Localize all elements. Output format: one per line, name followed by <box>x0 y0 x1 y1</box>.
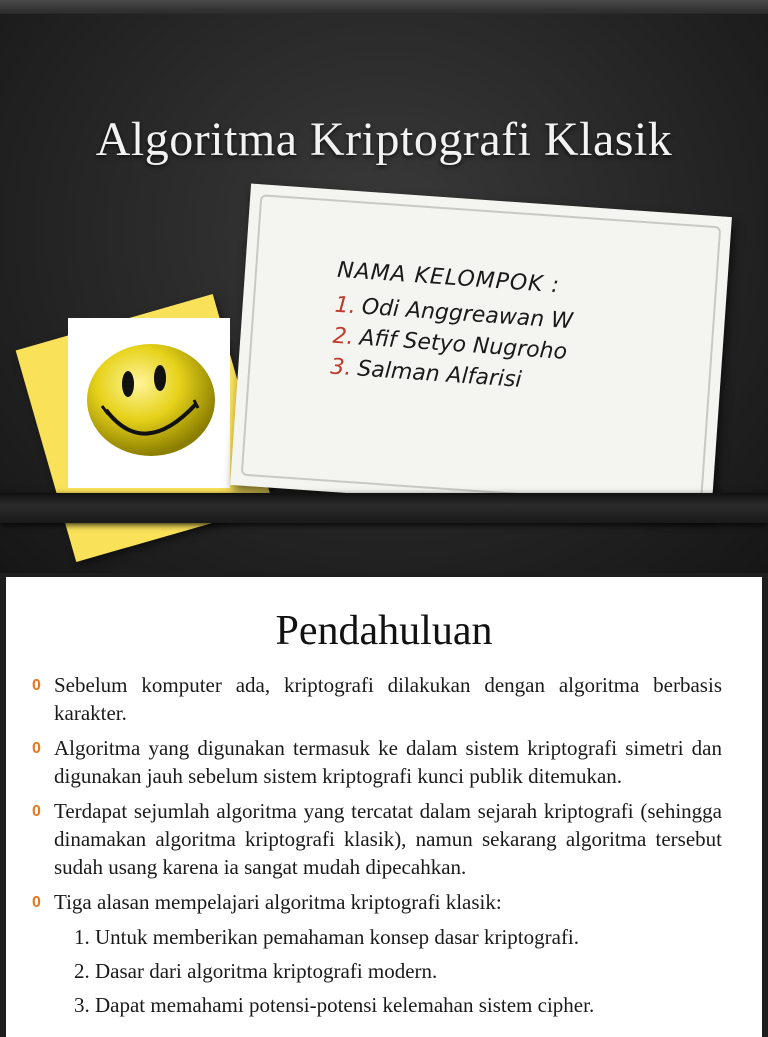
member-name: Odi Anggreawan W <box>360 294 574 335</box>
bullet-text: Algoritma yang digunakan termasuk ke dalam sistem kriptografi simetri dan digunakan jauh sebelum sistem kriptografi kunci publik ditemukan. <box>54 736 722 788</box>
group-heading: NAMA KELOMPOK : <box>336 257 561 299</box>
bullet-marker: 0 <box>32 803 41 820</box>
dark-band <box>0 493 768 523</box>
bullet-marker: 0 <box>32 894 41 911</box>
smiley-icon <box>84 342 218 462</box>
list-item <box>32 797 722 881</box>
bullet-text: Terdapat sejumlah algoritma yang tercatat dalam sejarah kriptografi (sehingga dinamakan algoritma kriptografi klasik), namun sekarang algoritma tersebut sudah usang karena ia sangat mudah dipecahkan. <box>54 799 722 879</box>
member-number: 3. <box>329 354 353 381</box>
bullet-marker: 0 <box>32 740 41 757</box>
sub-list-item: 2. Dasar dari algoritma kriptografi modern. <box>74 959 438 983</box>
content-slide <box>6 577 762 1037</box>
slide-title: Algoritma Kriptografi Klasik <box>95 113 673 166</box>
list-item <box>32 734 722 790</box>
member-name: Afif Setyo Nugroho <box>358 325 568 365</box>
list-item <box>32 888 722 916</box>
group-card <box>230 184 732 519</box>
smiley-image-frame <box>68 318 230 488</box>
slide-heading: Pendahuluan <box>275 608 493 654</box>
bullet-marker: 0 <box>32 677 41 694</box>
sub-list-item: 3. Dapat memahami potensi-potensi kelemahan sistem cipher. <box>74 993 595 1017</box>
bullet-list <box>32 671 722 1025</box>
member-number: 1. <box>333 292 357 320</box>
member-name: Salman Alfarisi <box>356 356 523 393</box>
member-number: 2. <box>331 323 355 351</box>
list-item <box>32 671 722 727</box>
group-members <box>329 258 677 409</box>
bullet-text: Tiga alasan mempelajari algoritma kriptografi klasik: <box>54 890 502 914</box>
bullet-text: Sebelum komputer ada, kriptografi dilakukan dengan algoritma berbasis karakter. <box>54 673 722 725</box>
sub-list-item: 1. Untuk memberikan pemahaman konsep dasar kriptografi. <box>74 925 580 949</box>
